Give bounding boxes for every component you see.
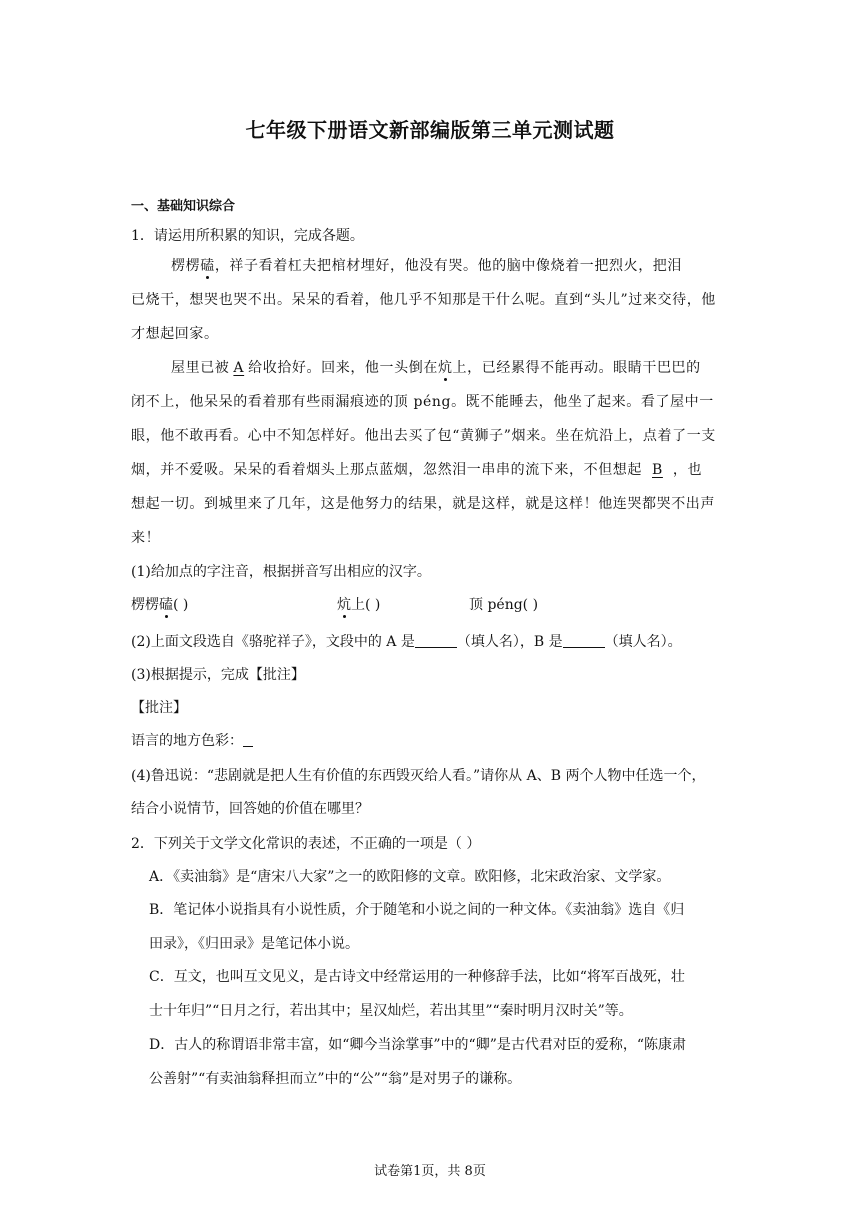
sub-question-4-cont: 结合小说情节，回答她的价值在哪里？ xyxy=(131,801,369,817)
answer-blank[interactable] xyxy=(563,633,605,648)
blank-b: B xyxy=(652,462,663,478)
pinyin-item-3: 顶 péng( ) xyxy=(469,597,539,613)
pinyin-item-text: 楞楞 xyxy=(131,597,159,613)
answer-blank[interactable] xyxy=(243,732,253,747)
answer-blank[interactable] xyxy=(415,633,457,648)
question-1-stem: 1．请运用所积累的知识，完成各题。 xyxy=(131,228,364,244)
answer-paren: ( ) xyxy=(173,597,189,613)
sub-question-2 xyxy=(131,632,682,652)
option-a[interactable]: A．《卖油翁》是“唐宋八大家”之一的欧阳修的文章。欧阳修，北宋政治家、文学家。 xyxy=(149,869,671,885)
pinyin-item-2 xyxy=(337,595,380,615)
blank-a: A xyxy=(233,360,245,376)
question-text: （填人名），B 是 xyxy=(456,634,563,650)
option-d[interactable]: D．古人的称谓语非常丰富，如“卿今当涂掌事”中的“卿”是古代君对臣的爱称，“陈康肃 xyxy=(149,1037,687,1053)
passage-text: 给收拾好。回来，他一头倒在 xyxy=(248,360,438,376)
passage-line: 眼，他不敢再看。心中不知怎样好。他出去买了包“黄狮子”烟来。坐在炕沿上，点着了一支 xyxy=(131,428,716,444)
page-title: 七年级下册语文新部编版第三单元测试题 xyxy=(245,118,615,142)
dotted-char: 磕 xyxy=(200,258,215,274)
sub-question-1: (1)给加点的字注音，根据拼音写出相应的汉字。 xyxy=(131,564,431,580)
question-text: （填人名）。 xyxy=(604,634,682,650)
sub-question-3: (3)根据提示，完成【批注】 xyxy=(131,667,305,683)
passage-line: 已烧干，想哭也哭不出。呆呆的看着，他几乎不知那是干什么呢。直到“头儿”过来交待，他 xyxy=(131,292,716,308)
note-heading: 【批注】 xyxy=(131,700,187,716)
sub-question-4: (4)鲁迅说：“悲剧就是把人生有价值的东西毁灭给人看。”请你从 A、B 两个人物中任选一个， xyxy=(131,768,706,784)
passage-text: 上，已经累得不能再动。眼睛干巴巴的 xyxy=(452,360,701,376)
note-line xyxy=(131,731,253,751)
passage-text: 楞楞 xyxy=(171,258,201,274)
question-text: (2)上面文段选自《骆驼祥子》，文段中的 A 是 xyxy=(131,634,415,650)
passage-line: 来！ xyxy=(131,530,161,546)
option-b[interactable]: B．笔记体小说指具有小说性质，介于随笔和小说之间的一种文体。《卖油翁》选自《归 xyxy=(149,902,685,918)
passage-text: ，祥子看着杠夫把棺材埋好，他没有哭。他的脑中像烧着一把烈火，把泪 xyxy=(214,258,683,274)
option-c-cont: 士十年归”“日月之行，若出其中；星汉灿烂，若出其里”“秦时明月汉时关”等。 xyxy=(149,1003,633,1019)
page-footer: 试卷第1页，共 8页 xyxy=(374,1164,486,1179)
dotted-char: 炕 xyxy=(437,360,453,376)
passage-line xyxy=(131,460,731,480)
passage-line: 才想起回家。 xyxy=(131,326,219,342)
question-2-stem: 2．下列关于文学文化常识的表述，不正确的一项是（ ） xyxy=(131,836,481,852)
option-c[interactable]: C．互文，也叫互文见义，是古诗文中经常运用的一种修辞手法，比如“将军百战死，壮 xyxy=(149,969,685,985)
passage-line xyxy=(171,256,771,276)
dotted-char: 磕 xyxy=(159,597,173,613)
passage-text: 屋里已被 xyxy=(171,360,230,376)
option-b-cont: 田录》，《归田录》是笔记体小说。 xyxy=(149,936,359,952)
dotted-char: 炕 xyxy=(337,597,351,613)
section-heading: 一、基础知识综合 xyxy=(131,199,236,214)
passage-text: 烟，并不爱吸。呆呆的看着烟头上那点蓝烟，忽然泪一串串的流下来，不但想起 xyxy=(131,462,642,478)
passage-text: ，也 xyxy=(672,462,703,478)
note-label: 语言的地方色彩： xyxy=(131,733,243,749)
passage-line xyxy=(171,358,771,378)
passage-line: 想起一切。到城里来了几年，这是他努力的结果，就是这样，就是这样！他连哭都哭不出声 xyxy=(131,496,715,512)
passage-line: 闭不上，他呆呆的看着那有些雨漏痕迹的顶 péng。既不能睡去，他坐了起来。看了屋中一 xyxy=(131,394,714,410)
answer-paren: 上( ) xyxy=(351,597,381,613)
option-d-cont: 公善射”“有卖油翁释担而立”中的“公”“翁”是对男子的谦称。 xyxy=(149,1071,522,1087)
pinyin-item-1 xyxy=(131,595,188,615)
